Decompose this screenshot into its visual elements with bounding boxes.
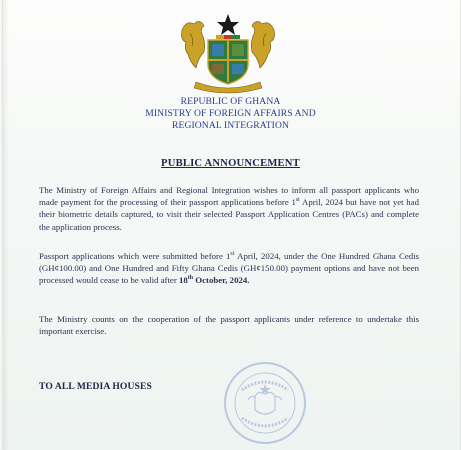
page-edge-shadow: [3, 0, 9, 450]
country-name: REPUBLIC OF GHANA: [180, 96, 281, 107]
letterhead: [0, 96, 461, 132]
p1-text-b: April, 2024 but have not yet had their biometric details captured, to visit their selected Passport Application Centres (PACs) and complete the application process.: [39, 197, 419, 232]
addressee: TO ALL MEDIA HOUSES: [39, 381, 152, 392]
document-title: PUBLIC ANNOUNCEMENT: [161, 158, 300, 169]
ministry-name-line2: REGIONAL INTEGRATION: [171, 120, 290, 131]
p1-sup: st: [295, 197, 300, 204]
paragraph-1: [39, 184, 419, 233]
paragraph-2: [39, 250, 419, 287]
right-eagle: [251, 21, 274, 68]
p2-deadline: [179, 275, 250, 285]
paragraph-3: The Ministry counts on the cooperation of the passport applicants under reference to undertake this important exercise.: [39, 314, 419, 337]
p2-deadline-day: 18: [178, 275, 188, 286]
ministry-seal-stamp-icon: [222, 360, 308, 446]
p2-deadline-rest: October, 2024.: [193, 275, 250, 286]
p2-text-a: Passport applications which were submitted before 1: [39, 251, 231, 261]
black-star: [217, 14, 239, 35]
ghana-coat-of-arms-icon: [176, 12, 280, 94]
p2-text-b: April, 2024, under the One Hundred Ghana Cedis (GH¢100.00) and One Hundred and Fifty Ghana Cedis (GH¢150.00) payment options and have not been processed would cease to be valid after: [39, 251, 419, 286]
p1-text-a: The Ministry of Foreign Affairs and Regional Integration wishes to inform all passport applicants who made payment for the processing of their passport applications before 1: [39, 185, 419, 208]
p2-sup-1: st: [230, 251, 235, 258]
left-eagle: [182, 21, 205, 68]
p2-sup-2: th: [187, 275, 194, 282]
ministry-name-line1: MINISTRY OF FOREIGN AFFAIRS AND: [145, 108, 316, 119]
